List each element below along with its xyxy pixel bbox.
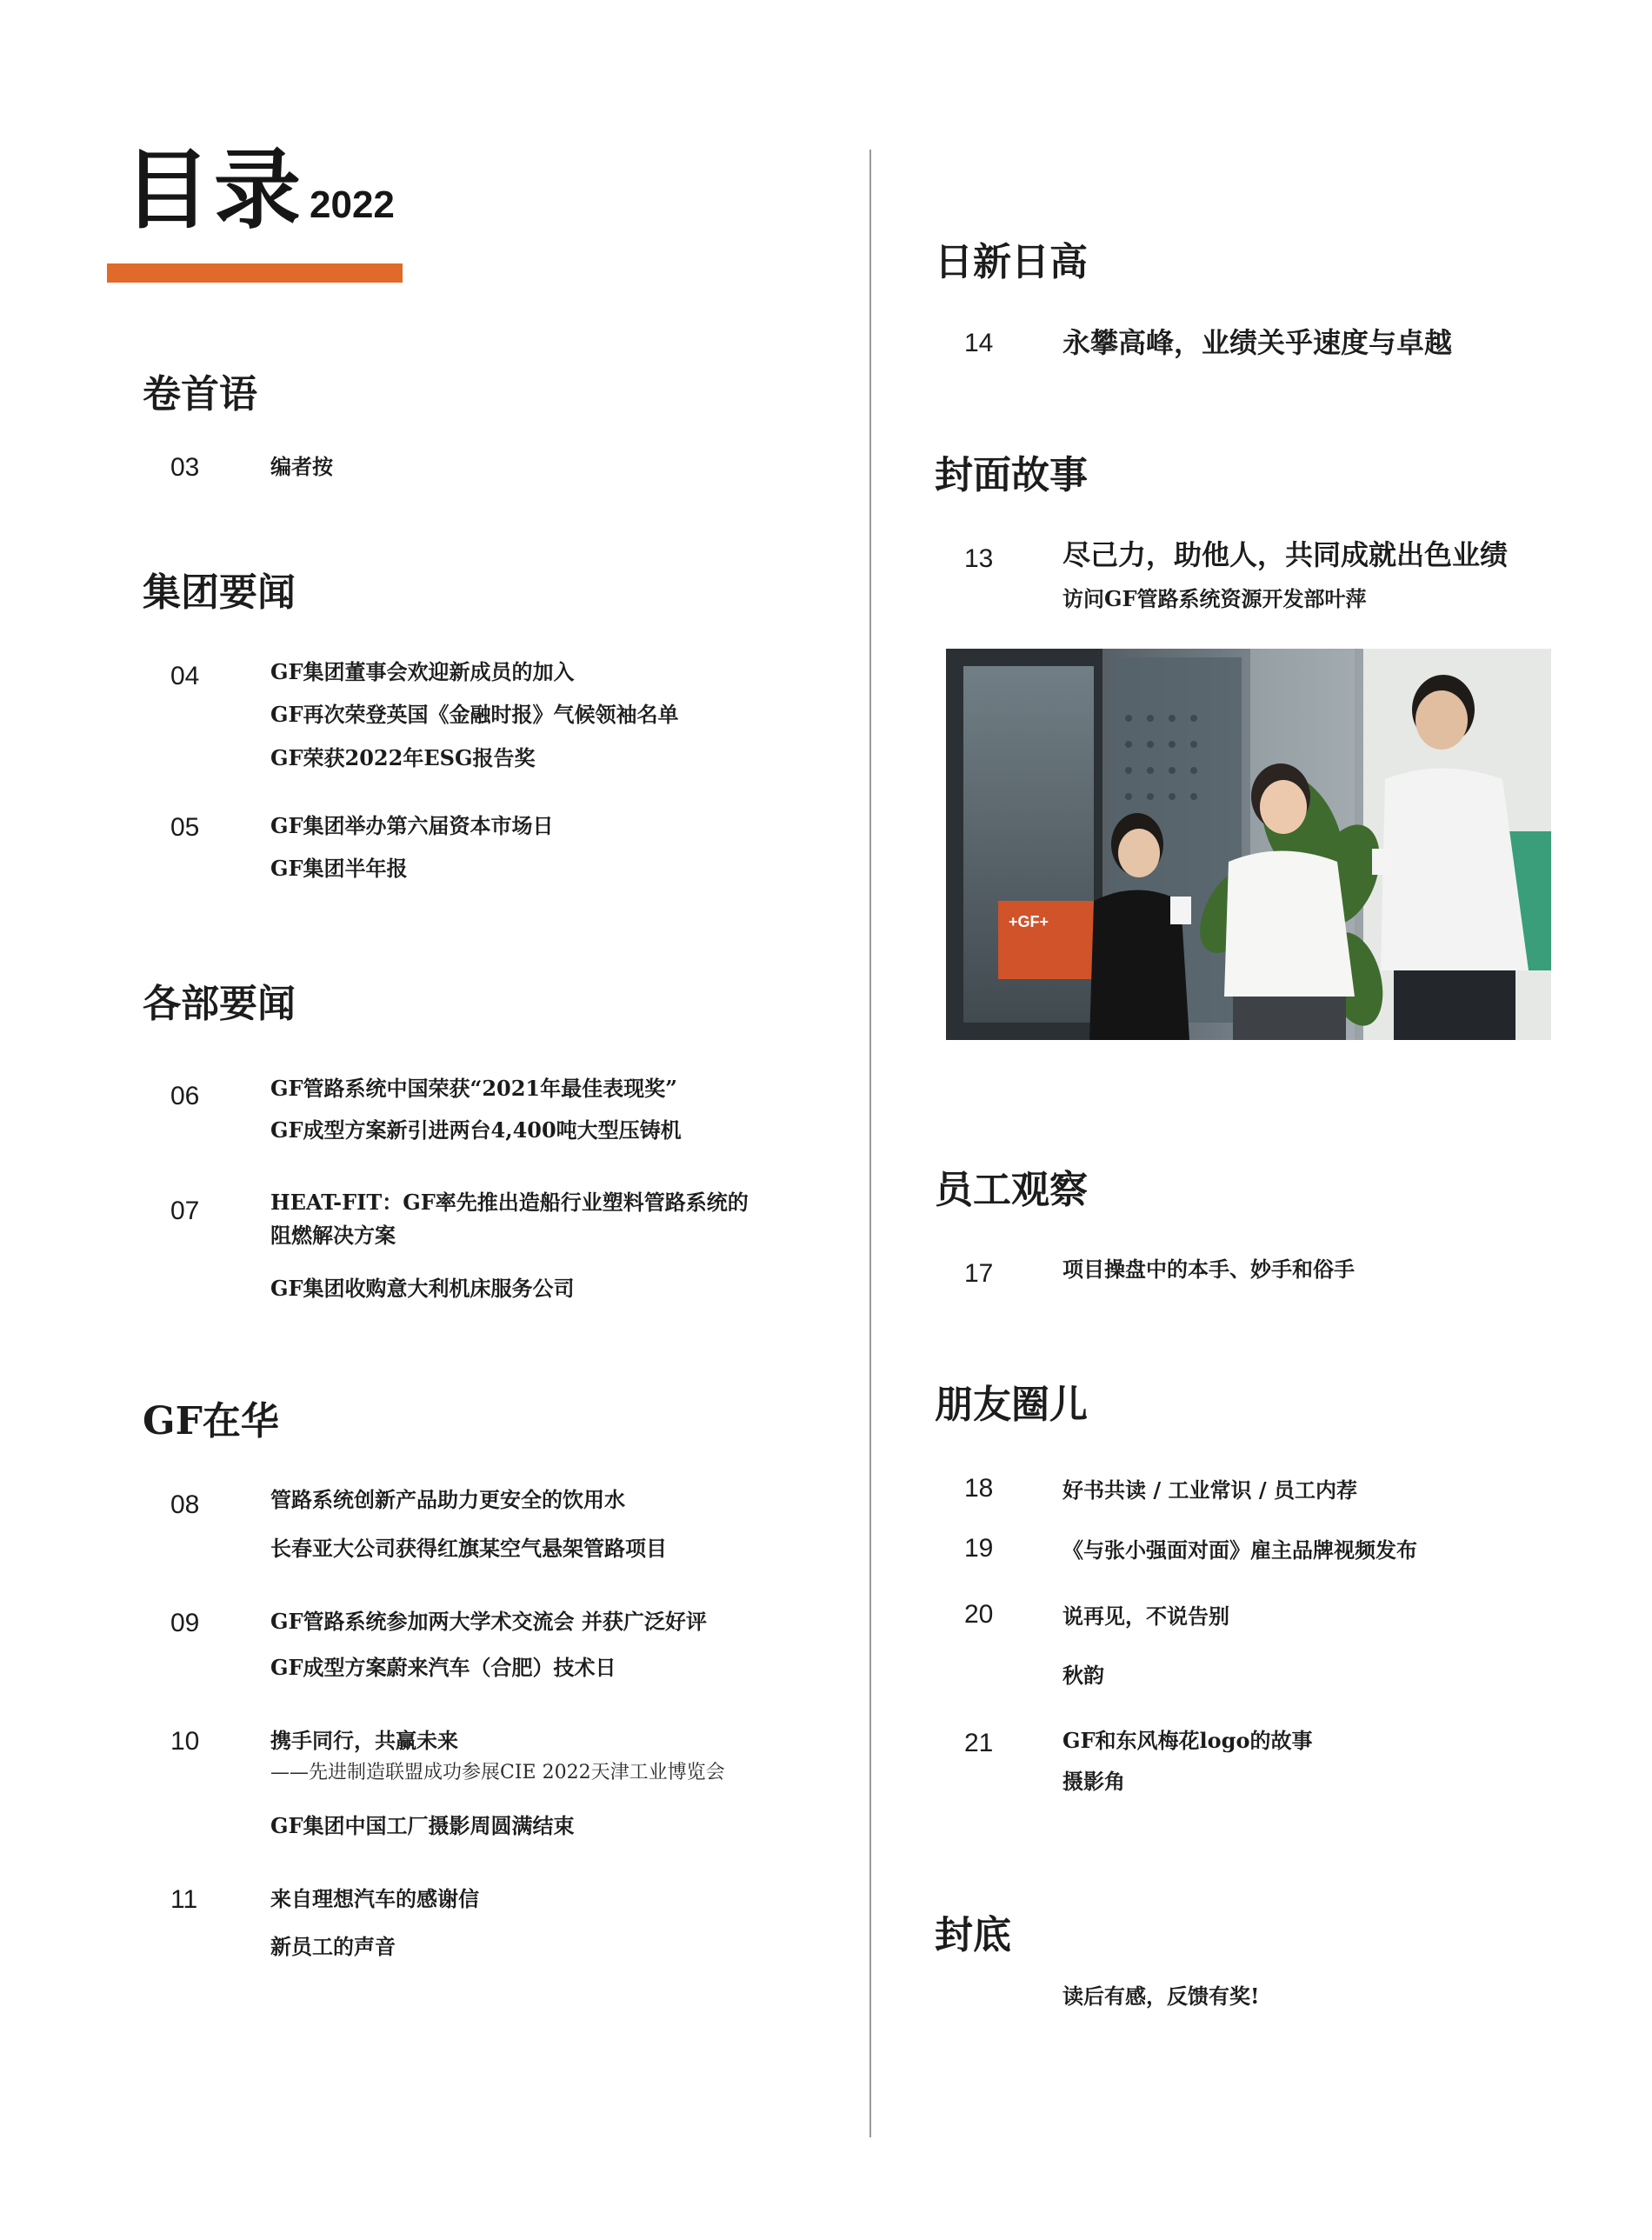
cover-photo-illustration bbox=[946, 649, 1551, 1040]
toc-entry-link-continued[interactable]: 阻燃解决方案 bbox=[270, 1223, 396, 1248]
toc-entry-link[interactable]: GF成型方案蔚来汽车（合肥）技术日 bbox=[270, 1655, 616, 1680]
page-year: 2022 bbox=[310, 183, 395, 226]
toc-entry-subtitle: ——先进制造联盟成功参展CIE 2022天津工业博览会 bbox=[270, 1762, 725, 1783]
column-divider bbox=[869, 150, 871, 2137]
page-number: 19 bbox=[964, 1534, 994, 1563]
photo-logo-text: +GF+ bbox=[1009, 913, 1049, 930]
title-accent-bar bbox=[107, 263, 403, 283]
toc-entry-link[interactable]: 管路系统创新产品助力更安全的饮用水 bbox=[270, 1487, 625, 1512]
toc-entry-link[interactable]: GF集团举办第六届资本市场日 bbox=[270, 813, 554, 838]
toc-entry-link[interactable]: GF荣获2022年ESG报告奖 bbox=[270, 745, 536, 770]
toc-entry-link[interactable]: GF和东风梅花logo的故事 bbox=[1062, 1728, 1313, 1753]
section-heading: 朋友圈儿 bbox=[935, 1383, 1088, 1427]
toc-entry-link[interactable]: 《与张小强面对面》雇主品牌视频发布 bbox=[1062, 1537, 1417, 1563]
toc-entry-link[interactable]: GF管路系统中国荣获“2021年最佳表现奖” bbox=[270, 1076, 677, 1101]
toc-entry-subtitle: 访问GF管路系统资源开发部叶萍 bbox=[1062, 586, 1367, 611]
section-heading: 日新日高 bbox=[935, 240, 1088, 284]
page-number: 20 bbox=[964, 1600, 994, 1629]
page-number: 07 bbox=[170, 1197, 200, 1225]
page-number: 03 bbox=[170, 453, 200, 482]
toc-entry-link[interactable]: 来自理想汽车的感谢信 bbox=[270, 1886, 479, 1911]
toc-entry-link[interactable]: 长春亚大公司获得红旗某空气悬架管路项目 bbox=[270, 1536, 667, 1561]
section-heading: 员工观察 bbox=[935, 1168, 1088, 1212]
toc-entry-link[interactable]: 永攀高峰，业绩关乎速度与卓越 bbox=[1062, 326, 1453, 359]
section-heading: GF在华 bbox=[143, 1399, 279, 1443]
toc-entry-link[interactable]: 秋韵 bbox=[1062, 1663, 1104, 1688]
page-number: 04 bbox=[170, 662, 200, 690]
page-title: 目录 bbox=[123, 138, 304, 241]
toc-entry-link[interactable]: 尽己力，助他人，共同成就出色业绩 bbox=[1062, 538, 1509, 571]
toc-entry-link[interactable]: 摄影角 bbox=[1062, 1769, 1125, 1794]
toc-entry-link[interactable]: GF集团董事会欢迎新成员的加入 bbox=[270, 659, 575, 684]
toc-entry-link[interactable]: 项目操盘中的本手、妙手和俗手 bbox=[1062, 1257, 1355, 1282]
page-number: 14 bbox=[964, 329, 994, 357]
cover-story-photo bbox=[946, 649, 1551, 1040]
toc-entry-link[interactable]: GF集团中国工厂摄影周圆满结束 bbox=[270, 1813, 575, 1838]
toc-entry-link[interactable]: 读后有感，反馈有奖! bbox=[1062, 1983, 1260, 2009]
section-heading: 封底 bbox=[935, 1913, 1011, 1957]
toc-entry-link[interactable]: 编者按 bbox=[270, 454, 333, 479]
toc-entry-link[interactable]: 好书共读 / 工业常识 / 员工内荐 bbox=[1062, 1477, 1357, 1503]
page-number: 06 bbox=[170, 1082, 200, 1110]
section-heading: 封面故事 bbox=[935, 453, 1088, 497]
toc-entry-link[interactable]: GF再次荣登英国《金融时报》气候领袖名单 bbox=[270, 702, 679, 727]
section-heading: 各部要闻 bbox=[143, 982, 296, 1026]
page-number: 08 bbox=[170, 1490, 200, 1519]
section-heading: 集团要闻 bbox=[143, 570, 296, 615]
toc-entry-link[interactable]: 新员工的声音 bbox=[270, 1934, 396, 1959]
section-heading: 卷首语 bbox=[143, 372, 257, 417]
page-number: 21 bbox=[964, 1729, 994, 1757]
toc-entry-link[interactable]: HEAT-FIT：GF率先推出造船行业塑料管路系统的 bbox=[270, 1190, 749, 1215]
toc-entry-link[interactable]: GF管路系统参加两大学术交流会 并获广泛好评 bbox=[270, 1609, 707, 1634]
page-number: 05 bbox=[170, 813, 200, 842]
toc-entry-link[interactable]: GF成型方案新引进两台4,400吨大型压铸机 bbox=[270, 1117, 682, 1143]
page-number: 13 bbox=[964, 544, 994, 573]
toc-entry-link[interactable]: 说再见，不说告别 bbox=[1062, 1603, 1229, 1629]
toc-entry-link[interactable]: 携手同行，共赢未来 bbox=[270, 1728, 458, 1753]
page-number: 10 bbox=[170, 1727, 200, 1756]
page-number: 18 bbox=[964, 1474, 994, 1503]
page-number: 17 bbox=[964, 1259, 994, 1288]
page-number: 11 bbox=[170, 1885, 198, 1914]
page-number: 09 bbox=[170, 1609, 200, 1637]
toc-entry-link[interactable]: GF集团半年报 bbox=[270, 856, 408, 881]
toc-entry-link[interactable]: GF集团收购意大利机床服务公司 bbox=[270, 1276, 575, 1301]
